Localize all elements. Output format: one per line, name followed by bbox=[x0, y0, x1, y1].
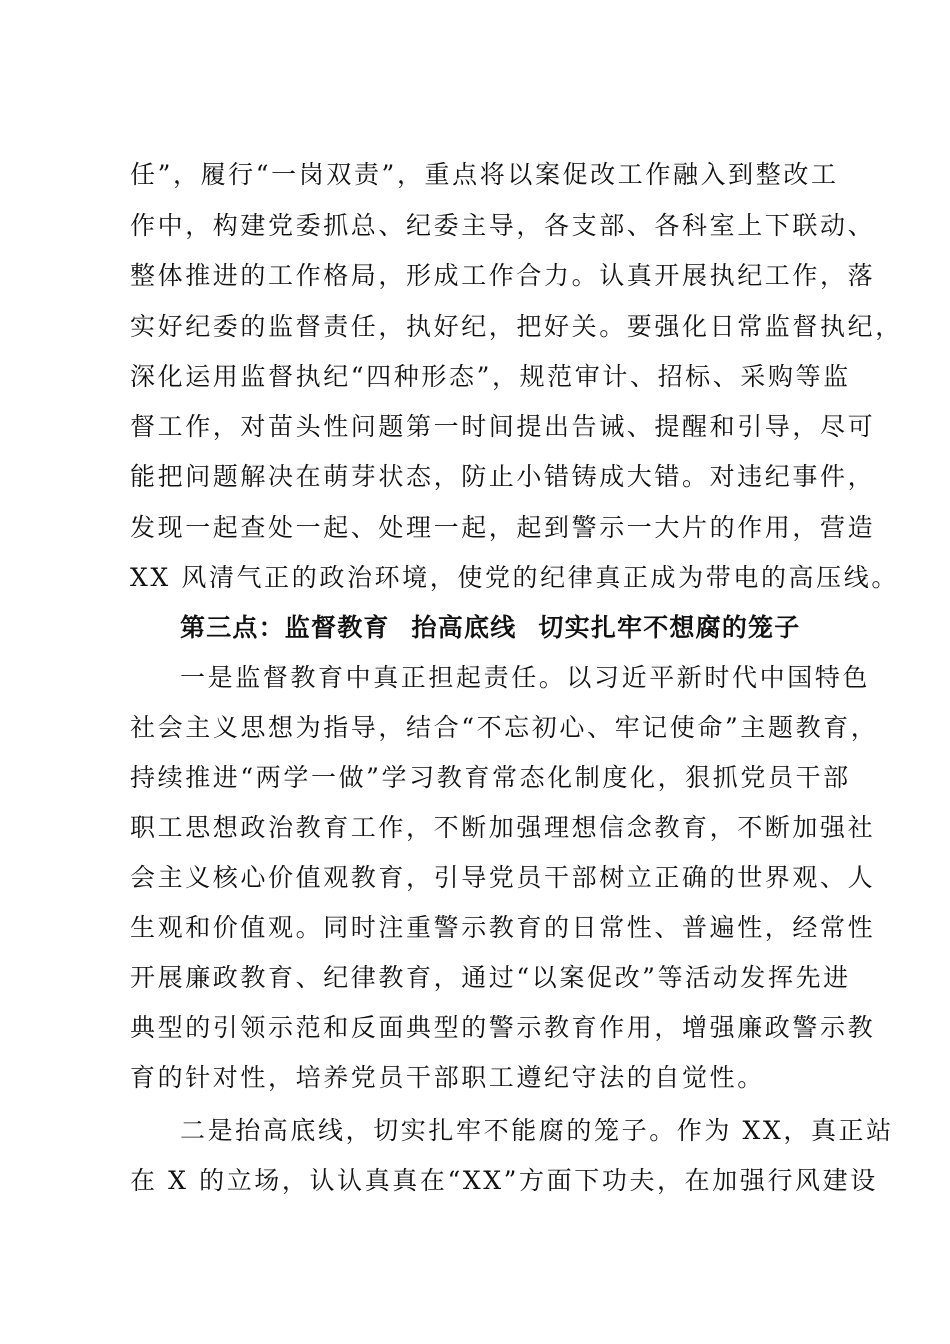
heading-part-2: 抬高底线 bbox=[411, 613, 517, 642]
text-line: 育的针对性，培养党员干部职工遵纪守法的自觉性。 bbox=[130, 1063, 765, 1092]
text-line: 在 X 的立场，认认真真在“XX”方面下功夫，在加强行风建设 bbox=[130, 1166, 878, 1195]
text-line: 职工思想政治教育工作，不断加强理想信念教育，不断加强社 bbox=[130, 813, 876, 842]
text-line: 典型的引领示范和反面典型的警示教育作用，增强廉政警示教 bbox=[130, 1013, 876, 1042]
text-line: 生观和价值观。同时注重警示教育的日常性、普遍性，经常性 bbox=[130, 913, 876, 942]
text-line: 持续推进“两学一做”学习教育常态化制度化，狠抓党员干部 bbox=[130, 763, 851, 792]
heading-part-1: 第三点：监督教育 bbox=[180, 613, 390, 642]
text-line: 督工作，对苗头性问题第一时间提出告诫、提醒和引导，尽可 bbox=[130, 412, 876, 441]
text-line: 实好纪委的监督责任，执好纪，把好关。要强化日常监督执纪， bbox=[130, 312, 903, 341]
text-line: 会主义核心价值观教育，引导党员干部树立正确的世界观、人 bbox=[130, 863, 876, 892]
section-heading bbox=[180, 612, 880, 644]
text-line: 能把问题解决在萌芽状态，防止小错铸成大错。对违纪事件， bbox=[130, 462, 876, 491]
text-line: 作中，构建党委抓总、纪委主导，各支部、各科室上下联动、 bbox=[130, 211, 876, 240]
text-line: 社会主义思想为指导，结合“不忘初心、牢记使命”主题教育， bbox=[130, 713, 879, 742]
text-line: 一是监督教育中真正担起责任。以习近平新时代中国特色 bbox=[180, 663, 871, 692]
text-line: 整体推进的工作格局，形成工作合力。认真开展执纪工作，落 bbox=[130, 261, 876, 290]
heading-part-3: 切实扎牢不想腐的笼子 bbox=[538, 613, 801, 642]
text-line: 二是抬高底线，切实扎牢不能腐的笼子。作为 XX，真正站 bbox=[180, 1116, 894, 1145]
text-line: XX 风清气正的政治环境，使党的纪律真正成为带电的高压线。 bbox=[130, 563, 899, 592]
text-line: 深化运用监督执纪“四种形态”，规范审计、招标、采购等监 bbox=[130, 362, 851, 391]
text-line: 发现一起查处一起、处理一起，起到警示一大片的作用，营造 bbox=[130, 513, 876, 542]
text-line: 任”，履行“一岗双责”，重点将以案促改工作融入到整改工 bbox=[130, 160, 839, 189]
text-line: 开展廉政教育、纪律教育，通过“以案促改”等活动发挥先进 bbox=[130, 963, 851, 992]
